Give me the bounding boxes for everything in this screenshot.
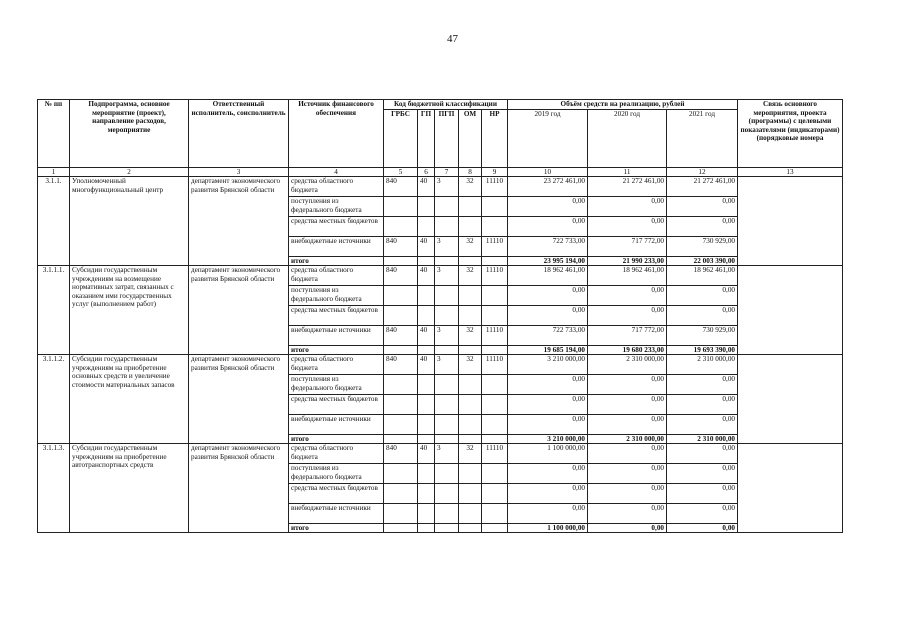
total-2021: 22 003 390,00 xyxy=(667,257,738,266)
header-nr: НР xyxy=(482,110,508,168)
code-om xyxy=(459,306,482,326)
code-nr: 11110 xyxy=(482,237,508,257)
code-nr xyxy=(482,286,508,306)
column-number: 13 xyxy=(738,168,843,177)
empty-code-cell xyxy=(482,524,508,533)
code-nr xyxy=(482,197,508,217)
header-link: Связь основного мероприятия, проекта (программы) с целевыми показателями (индикаторами) (порядковые номера xyxy=(738,100,843,168)
code-om: 32 xyxy=(459,326,482,346)
code-nr: 11110 xyxy=(482,355,508,375)
code-om xyxy=(459,217,482,237)
amount-2020: 717 772,00 xyxy=(588,237,667,257)
code-grbs: 840 xyxy=(384,237,418,257)
total-2019: 3 210 000,00 xyxy=(508,435,588,444)
amount-2021: 0,00 xyxy=(667,504,738,524)
amount-2019: 3 210 000,00 xyxy=(508,355,588,375)
column-number: 11 xyxy=(588,168,667,177)
empty-code-cell xyxy=(459,435,482,444)
amount-2019: 1 100 000,00 xyxy=(508,444,588,464)
code-nr: 11110 xyxy=(482,266,508,286)
total-2021: 2 310 000,00 xyxy=(667,435,738,444)
page-number: 47 xyxy=(447,33,458,45)
column-number: 10 xyxy=(508,168,588,177)
amount-2021: 0,00 xyxy=(667,197,738,217)
code-gp: 40 xyxy=(418,177,435,197)
header-executor: Ответственный исполнитель, соисполнитель xyxy=(189,100,289,168)
table-row xyxy=(38,266,843,286)
code-nr: 11110 xyxy=(482,177,508,197)
code-om xyxy=(459,286,482,306)
amount-2019: 0,00 xyxy=(508,197,588,217)
funding-source: средства местных бюджетов xyxy=(289,306,384,326)
funding-source: средства местных бюджетов xyxy=(289,217,384,237)
code-om xyxy=(459,464,482,484)
funding-source: поступления из федерального бюджета xyxy=(289,464,384,484)
indicator-link xyxy=(738,266,843,355)
total-2020: 19 680 233,00 xyxy=(588,346,667,355)
table-row xyxy=(38,444,843,464)
amount-2020: 0,00 xyxy=(588,504,667,524)
header-pgp: ПГП xyxy=(435,110,459,168)
indicator-link xyxy=(738,177,843,266)
total-label: итого xyxy=(289,257,384,266)
amount-2020: 0,00 xyxy=(588,286,667,306)
amount-2019: 722 733,00 xyxy=(508,237,588,257)
table-row xyxy=(38,355,843,375)
program-name: Субсидии государственным учреждениям на приобретение основных средств и увеличение стоимости материальных запасов xyxy=(70,355,189,444)
code-grbs xyxy=(384,415,418,435)
code-pgp: 3 xyxy=(435,177,459,197)
amount-2021: 0,00 xyxy=(667,415,738,435)
empty-code-cell xyxy=(418,257,435,266)
amount-2019: 0,00 xyxy=(508,286,588,306)
funding-source: средства местных бюджетов xyxy=(289,484,384,504)
amount-2021: 0,00 xyxy=(667,286,738,306)
code-om: 32 xyxy=(459,266,482,286)
amount-2021: 0,00 xyxy=(667,217,738,237)
amount-2021: 0,00 xyxy=(667,375,738,395)
amount-2020: 0,00 xyxy=(588,415,667,435)
total-2020: 2 310 000,00 xyxy=(588,435,667,444)
total-2019: 19 685 194,00 xyxy=(508,346,588,355)
funding-source: внебюджетные источники xyxy=(289,415,384,435)
amount-2021: 0,00 xyxy=(667,464,738,484)
amount-2020: 21 272 461,00 xyxy=(588,177,667,197)
column-number: 3 xyxy=(189,168,289,177)
code-pgp xyxy=(435,306,459,326)
amount-2020: 0,00 xyxy=(588,306,667,326)
executor-name: департамент экономического развития Брянской области xyxy=(189,355,289,444)
empty-code-cell xyxy=(384,257,418,266)
code-gp: 40 xyxy=(418,266,435,286)
code-gp xyxy=(418,306,435,326)
column-number: 1 xyxy=(38,168,70,177)
amount-2019: 0,00 xyxy=(508,504,588,524)
code-grbs xyxy=(384,504,418,524)
amount-2021: 18 962 461,00 xyxy=(667,266,738,286)
header-gp: ГП xyxy=(418,110,435,168)
column-number: 2 xyxy=(70,168,189,177)
total-2020: 0,00 xyxy=(588,524,667,533)
code-grbs xyxy=(384,197,418,217)
code-pgp xyxy=(435,484,459,504)
header-source: Источник финансового обеспечения xyxy=(289,100,384,168)
code-grbs: 840 xyxy=(384,177,418,197)
amount-2021: 0,00 xyxy=(667,444,738,464)
code-om xyxy=(459,375,482,395)
code-pgp xyxy=(435,464,459,484)
amount-2019: 0,00 xyxy=(508,415,588,435)
code-gp xyxy=(418,286,435,306)
funding-source: внебюджетные источники xyxy=(289,326,384,346)
code-gp xyxy=(418,415,435,435)
funding-source: внебюджетные источники xyxy=(289,504,384,524)
code-gp: 40 xyxy=(418,326,435,346)
code-om xyxy=(459,415,482,435)
amount-2019: 0,00 xyxy=(508,375,588,395)
executor-name: департамент экономического развития Брянской области xyxy=(189,266,289,355)
row-number: 3.1.1.1. xyxy=(38,266,70,355)
code-gp xyxy=(418,217,435,237)
total-label: итого xyxy=(289,435,384,444)
total-2019: 23 995 194,00 xyxy=(508,257,588,266)
code-nr xyxy=(482,415,508,435)
empty-code-cell xyxy=(459,524,482,533)
amount-2020: 2 310 000,00 xyxy=(588,355,667,375)
header-2021: 2021 год xyxy=(667,110,738,168)
code-grbs: 840 xyxy=(384,444,418,464)
column-number: 8 xyxy=(459,168,482,177)
amount-2020: 0,00 xyxy=(588,395,667,415)
column-number: 4 xyxy=(289,168,384,177)
header-2020: 2020 год xyxy=(588,110,667,168)
row-number: 3.1.1. xyxy=(38,177,70,266)
code-gp xyxy=(418,197,435,217)
code-grbs: 840 xyxy=(384,266,418,286)
code-grbs xyxy=(384,217,418,237)
budget-table xyxy=(37,99,843,533)
header-budget-code: Код бюджетной классификации xyxy=(384,100,508,110)
header-num: № пп xyxy=(38,100,70,168)
code-om: 32 xyxy=(459,237,482,257)
funding-source: средства областного бюджета xyxy=(289,266,384,286)
amount-2019: 0,00 xyxy=(508,484,588,504)
row-number: 3.1.1.2. xyxy=(38,355,70,444)
header-grbs: ГРБС xyxy=(384,110,418,168)
code-om: 32 xyxy=(459,177,482,197)
amount-2019: 0,00 xyxy=(508,217,588,237)
funding-source: средства местных бюджетов xyxy=(289,395,384,415)
code-nr: 11110 xyxy=(482,326,508,346)
column-number: 6 xyxy=(418,168,435,177)
empty-code-cell xyxy=(459,346,482,355)
code-om xyxy=(459,395,482,415)
code-grbs xyxy=(384,484,418,504)
header-amount: Объём средств на реализацию, рублей xyxy=(508,100,738,110)
code-grbs xyxy=(384,306,418,326)
code-pgp: 3 xyxy=(435,266,459,286)
column-number-row xyxy=(38,168,843,177)
total-2019: 1 100 000,00 xyxy=(508,524,588,533)
code-nr xyxy=(482,464,508,484)
funding-source: поступления из федерального бюджета xyxy=(289,286,384,306)
empty-code-cell xyxy=(482,346,508,355)
funding-source: средства областного бюджета xyxy=(289,355,384,375)
amount-2021: 21 272 461,00 xyxy=(667,177,738,197)
funding-source: средства областного бюджета xyxy=(289,177,384,197)
indicator-link xyxy=(738,444,843,533)
code-grbs xyxy=(384,286,418,306)
amount-2020: 0,00 xyxy=(588,217,667,237)
table-row xyxy=(38,177,843,197)
amount-2019: 0,00 xyxy=(508,395,588,415)
program-name: Субсидии государственным учреждениям на приобретение автотранспортных средств xyxy=(70,444,189,533)
empty-code-cell xyxy=(418,435,435,444)
code-gp xyxy=(418,464,435,484)
code-pgp xyxy=(435,504,459,524)
empty-code-cell xyxy=(482,435,508,444)
empty-code-cell xyxy=(384,524,418,533)
column-number: 12 xyxy=(667,168,738,177)
total-2021: 0,00 xyxy=(667,524,738,533)
amount-2020: 18 962 461,00 xyxy=(588,266,667,286)
amount-2020: 0,00 xyxy=(588,197,667,217)
code-nr xyxy=(482,504,508,524)
amount-2021: 730 929,00 xyxy=(667,326,738,346)
code-grbs xyxy=(384,375,418,395)
code-pgp: 3 xyxy=(435,444,459,464)
executor-name: департамент экономического развития Брянской области xyxy=(189,177,289,266)
code-om: 32 xyxy=(459,355,482,375)
code-nr xyxy=(482,217,508,237)
amount-2021: 730 929,00 xyxy=(667,237,738,257)
total-2021: 19 693 390,00 xyxy=(667,346,738,355)
code-pgp xyxy=(435,197,459,217)
amount-2019: 0,00 xyxy=(508,464,588,484)
code-pgp: 3 xyxy=(435,326,459,346)
amount-2020: 0,00 xyxy=(588,464,667,484)
code-nr xyxy=(482,395,508,415)
empty-code-cell xyxy=(459,257,482,266)
amount-2020: 0,00 xyxy=(588,444,667,464)
code-nr xyxy=(482,484,508,504)
table-body xyxy=(38,177,843,533)
empty-code-cell xyxy=(418,524,435,533)
indicator-link xyxy=(738,355,843,444)
code-grbs: 840 xyxy=(384,355,418,375)
program-name: Уполномоченный многофункциональный центр xyxy=(70,177,189,266)
code-om xyxy=(459,504,482,524)
code-om: 32 xyxy=(459,444,482,464)
code-grbs: 840 xyxy=(384,326,418,346)
code-pgp xyxy=(435,286,459,306)
amount-2020: 0,00 xyxy=(588,484,667,504)
executor-name: департамент экономического развития Брянской области xyxy=(189,444,289,533)
column-number: 9 xyxy=(482,168,508,177)
empty-code-cell xyxy=(482,257,508,266)
code-gp xyxy=(418,395,435,415)
amount-2020: 717 772,00 xyxy=(588,326,667,346)
code-pgp xyxy=(435,217,459,237)
amount-2019: 23 272 461,00 xyxy=(508,177,588,197)
code-grbs xyxy=(384,464,418,484)
empty-code-cell xyxy=(435,435,459,444)
column-number: 5 xyxy=(384,168,418,177)
amount-2019: 18 962 461,00 xyxy=(508,266,588,286)
funding-source: внебюджетные источники xyxy=(289,237,384,257)
funding-source: поступления из федерального бюджета xyxy=(289,375,384,395)
code-om xyxy=(459,197,482,217)
row-number: 3.1.1.3. xyxy=(38,444,70,533)
program-name: Субсидии государственным учреждениям на возмещение нормативных затрат, связанных с оказанием ими государственных услуг (выполнением работ) xyxy=(70,266,189,355)
amount-2019: 722 733,00 xyxy=(508,326,588,346)
funding-source: поступления из федерального бюджета xyxy=(289,197,384,217)
total-2020: 21 990 233,00 xyxy=(588,257,667,266)
empty-code-cell xyxy=(384,346,418,355)
amount-2021: 2 310 000,00 xyxy=(667,355,738,375)
code-grbs xyxy=(384,395,418,415)
code-nr xyxy=(482,306,508,326)
empty-code-cell xyxy=(418,346,435,355)
empty-code-cell xyxy=(435,257,459,266)
amount-2021: 0,00 xyxy=(667,306,738,326)
code-pgp xyxy=(435,395,459,415)
amount-2021: 0,00 xyxy=(667,484,738,504)
code-om xyxy=(459,484,482,504)
code-gp xyxy=(418,375,435,395)
funding-source: средства областного бюджета xyxy=(289,444,384,464)
amount-2020: 0,00 xyxy=(588,375,667,395)
code-nr: 11110 xyxy=(482,444,508,464)
code-pgp: 3 xyxy=(435,355,459,375)
total-label: итого xyxy=(289,346,384,355)
empty-code-cell xyxy=(384,435,418,444)
code-pgp: 3 xyxy=(435,237,459,257)
empty-code-cell xyxy=(435,346,459,355)
code-gp: 40 xyxy=(418,237,435,257)
empty-code-cell xyxy=(435,524,459,533)
code-gp xyxy=(418,504,435,524)
header-om: ОМ xyxy=(459,110,482,168)
code-gp xyxy=(418,484,435,504)
code-gp: 40 xyxy=(418,355,435,375)
header-program: Подпрограмма, основное мероприятие (проект), направление расходов, мероприятие xyxy=(70,100,189,168)
code-pgp xyxy=(435,415,459,435)
code-gp: 40 xyxy=(418,444,435,464)
column-number: 7 xyxy=(435,168,459,177)
code-pgp xyxy=(435,375,459,395)
total-label: итого xyxy=(289,524,384,533)
header-2019: 2019 год xyxy=(508,110,588,168)
amount-2021: 0,00 xyxy=(667,395,738,415)
amount-2019: 0,00 xyxy=(508,306,588,326)
code-nr xyxy=(482,375,508,395)
